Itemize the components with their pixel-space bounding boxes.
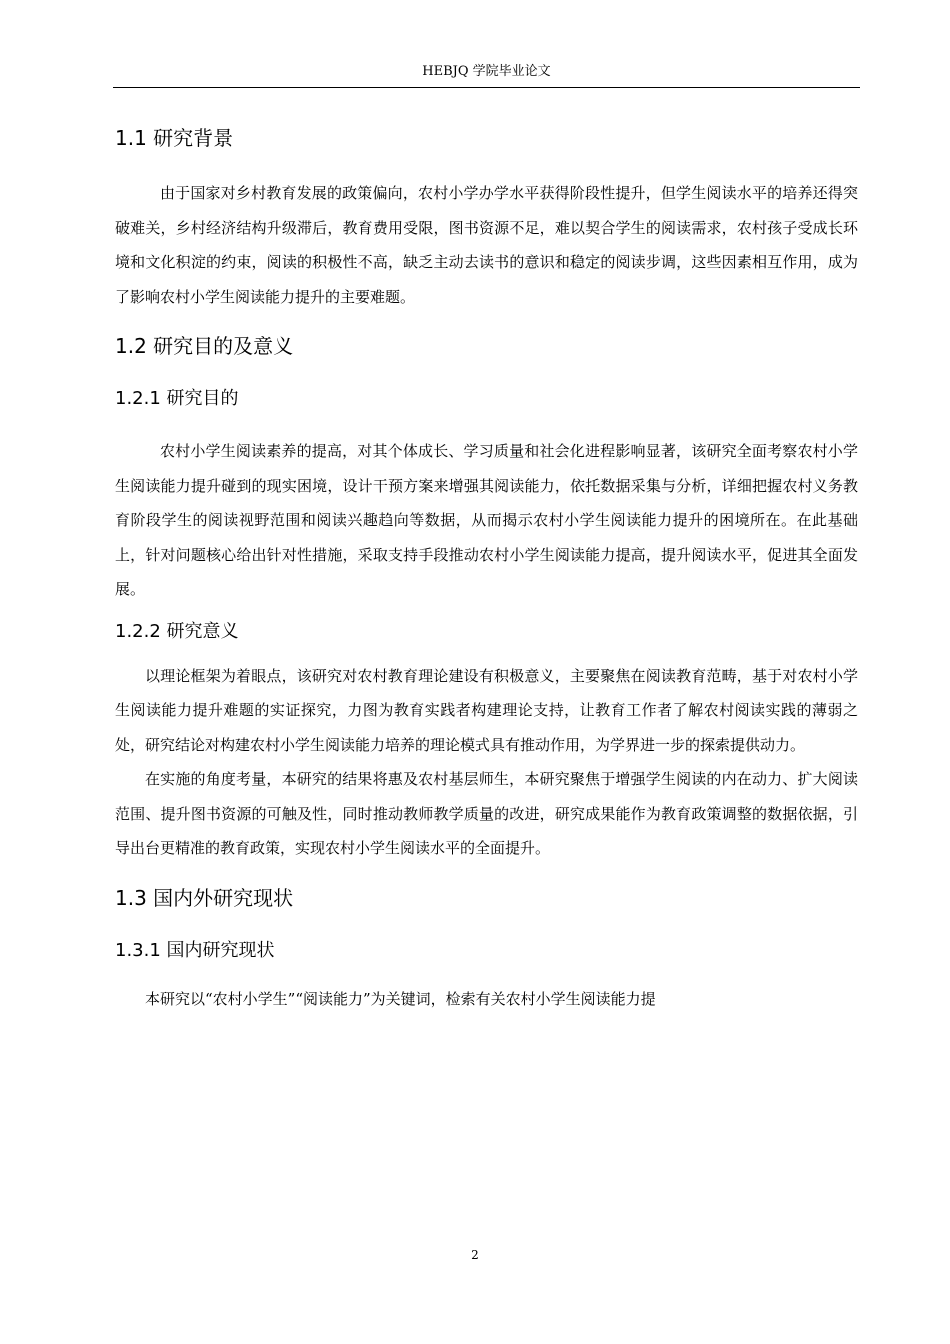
heading-1-3: 1.3 国内外研究现状 — [115, 885, 294, 910]
heading-1-2: 1.2 研究目的及意义 — [115, 334, 294, 358]
paragraph-domestic-research: 本研究以“农村小学生”“阅读能力”为关键词，检索有关农村小学生阅读能力提 — [145, 989, 656, 1008]
page-number: 2 — [471, 1248, 479, 1262]
paragraph-research-significance-practice: 在实施的角度考量，本研究的结果将惠及农村基层师生，本研究聚焦于增强学生阅读的内在动力、扩大阅读范围、提升图书资源的可触及性，同时推动教师教学质量的改进，研究成果能作为教育政策调整的数据依据，引导出台更精准的教育政策，实现农村小学生阅读水平的全面提升。 — [115, 770, 858, 857]
heading-1-3-1: 1.3.1 国内研究现状 — [115, 939, 275, 961]
paragraph-research-background: 由于国家对乡村教育发展的政策偏向，农村小学办学水平获得阶段性提升，但学生阅读水平的培养还得突破难关，乡村经济结构升级滞后，教育费用受限，图书资源不足，难以契合学生的阅读需求，农村孩子受成长环境和文化积淀的约束，阅读的积极性不高，缺乏主动去读书的意识和稳定的阅读步调，这些因素相互作用，成为了影响农村小学生阅读能力提升的主要难题。 — [115, 184, 858, 306]
heading-1-2-1: 1.2.1 研究目的 — [115, 388, 239, 409]
heading-1-1: 1.1 研究背景 — [115, 126, 234, 150]
paragraph-research-significance-theory: 以理论框架为着眼点，该研究对农村教育理论建设有积极意义，主要聚焦在阅读教育范畴，基于对农村小学生阅读能力提升难题的实证探究，力图为教育实践者构建理论支持，让教育工作者了解农村阅读实践的薄弱之处，研究结论对构建农村小学生阅读能力培养的理论模式具有推动作用，为学界进一步的探索提供动力。 — [115, 666, 858, 754]
header-divider — [113, 87, 860, 88]
running-header: HEBJQ 学院毕业论文 — [422, 64, 551, 79]
document-body — [115, 120, 858, 1016]
paragraph-research-purpose: 农村小学生阅读素养的提高，对其个体成长、学习质量和社会化进程影响显著，该研究全面考察农村小学生阅读能力提升碰到的现实困境，设计干预方案来增强其阅读能力，依托数据采集与分析，详细把握农村义务教育阶段学生的阅读视野范围和阅读兴趣趋向等数据，从而揭示农村小学生阅读能力提升的困境所在。在此基础上，针对问题核心给出针对性措施，采取支持手段推动农村小学生阅读能力提高，提升阅读水平，促进其全面发展。 — [115, 442, 858, 598]
heading-1-2-2: 1.2.2 研究意义 — [115, 620, 239, 642]
